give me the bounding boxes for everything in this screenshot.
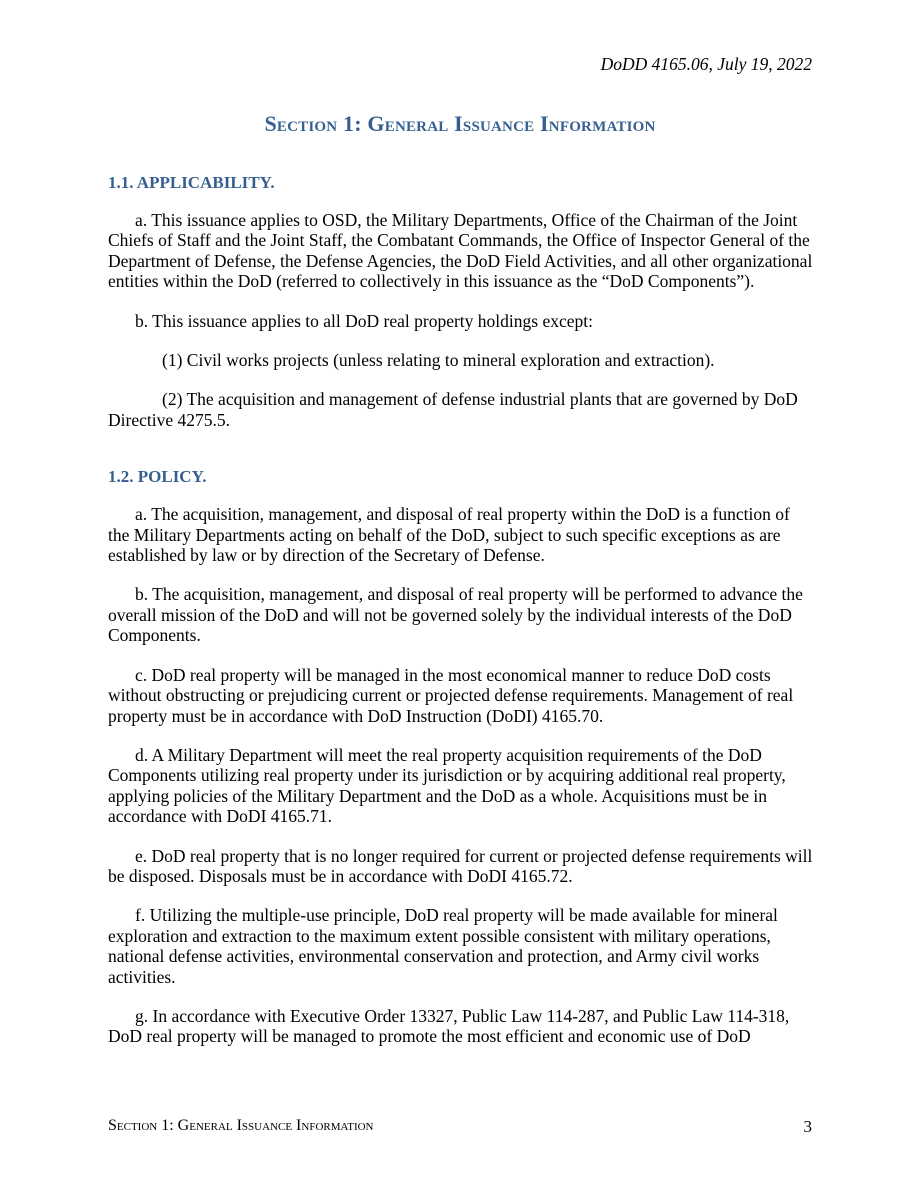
paragraph-1-1-b: b. This issuance applies to all DoD real property holdings except: (135, 310, 593, 331)
paragraph-1-1-b-2: (2) The acquisition and management of defense industrial plants that are governed by DoD Directive 4275.5. (108, 389, 798, 430)
page-number: 3 (803, 1117, 812, 1136)
page-body (108, 172, 813, 1047)
running-header: DoDD 4165.06, July 19, 2022 (600, 54, 812, 74)
footer-section-label: Section 1: General Issuance Information (108, 1117, 374, 1134)
paragraph-1-2-g: g. In accordance with Executive Order 13327, Public Law 114-287, and Public Law 114-318, DoD real property will be managed to promote the most efficient and economic use of DoD (108, 1005, 790, 1047)
paragraph-1-1-b-1: (1) Civil works projects (unless relating to mineral exploration and extraction). (162, 350, 715, 371)
paragraph-1-2-f: f. Utilizing the multiple-use principle, DoD real property will be made available for mineral exploration and extraction to the maximum extent possible consistent with military operations, national defense activities, environmental conservation and protection, and Army civil works activities. (108, 905, 778, 987)
paragraph-1-2-c: c. DoD real property will be managed in the most economical manner to reduce DoD costs without obstructing or prejudicing current or projected defense requirements. Management of real property must be in accordance with DoD Instruction (DoDI) 4165.70. (108, 664, 794, 726)
heading-policy: 1.2. POLICY. (108, 467, 207, 487)
paragraph-1-2-b: b. The acquisition, management, and disposal of real property will be performed to advance the overall mission of the DoD and will not be governed solely by the individual interests of the DoD Components. (108, 584, 803, 646)
paragraph-1-2-e: e. DoD real property that is no longer required for current or projected defense requirements will be disposed. Disposals must be in accordance with DoDI 4165.72. (108, 845, 813, 886)
section-title: Section 1: General Issuance Information (264, 111, 656, 136)
paragraph-1-1-a: a. This issuance applies to OSD, the Military Departments, Office of the Chairman of the Joint Chiefs of Staff and the Joint Staff, the Combatant Commands, the Office of Inspector General of the Department of Defense, the Defense Agencies, the DoD Field Activities, and all other organizational entities within the DoD (referred to collectively in this issuance as the “DoD Components”). (108, 210, 813, 292)
paragraph-1-2-d: d. A Military Department will meet the real property acquisition requirements of the DoD Components utilizing real property under its jurisdiction or by acquiring additional real property, applying policies of the Military Department and the DoD as a whole. Acquisitions must be in accordance with DoDI 4165.71. (108, 744, 786, 827)
heading-applicability: 1.1. APPLICABILITY. (108, 173, 275, 192)
paragraph-1-2-a: a. The acquisition, management, and disposal of real property within the DoD is a function of the Military Departments acting on behalf of the DoD, subject to such specific exceptions as are established by law or by direction of the Secretary of Defense. (108, 504, 790, 566)
